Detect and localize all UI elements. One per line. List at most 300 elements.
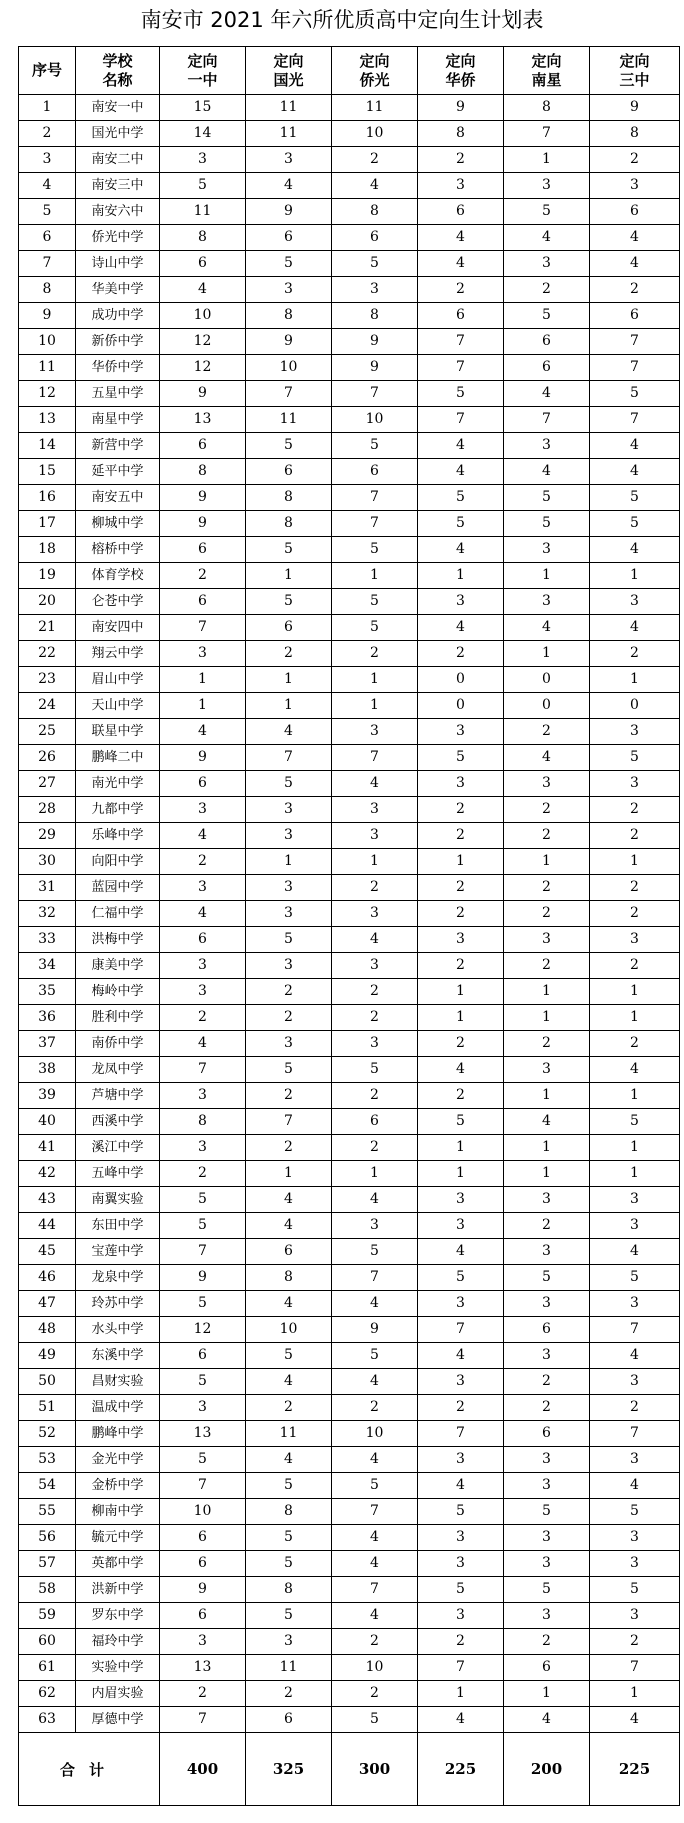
quota-cell: 9 [332, 1317, 418, 1343]
quota-cell: 4 [332, 771, 418, 797]
quota-cell: 8 [332, 303, 418, 329]
school-name: 翔云中学 [76, 641, 160, 667]
quota-cell: 3 [418, 1447, 504, 1473]
quota-cell: 5 [246, 537, 332, 563]
quota-cell: 3 [160, 979, 246, 1005]
quota-cell: 5 [332, 1473, 418, 1499]
total-cell: 300 [332, 1733, 418, 1806]
quota-cell: 5 [504, 1499, 590, 1525]
quota-cell: 15 [160, 95, 246, 121]
quota-cell: 3 [246, 277, 332, 303]
row-index: 31 [19, 875, 76, 901]
quota-cell: 2 [590, 875, 680, 901]
quota-cell: 4 [332, 1525, 418, 1551]
quota-cell: 3 [418, 1187, 504, 1213]
quota-cell: 7 [590, 355, 680, 381]
row-index: 35 [19, 979, 76, 1005]
school-name: 胜利中学 [76, 1005, 160, 1031]
table-row [19, 1265, 680, 1291]
school-name: 洪梅中学 [76, 927, 160, 953]
quota-cell: 2 [418, 277, 504, 303]
row-index: 23 [19, 667, 76, 693]
quota-cell: 2 [504, 953, 590, 979]
table-row [19, 199, 680, 225]
quota-cell: 5 [332, 251, 418, 277]
header-line: 国光 [273, 70, 304, 89]
quota-cell: 5 [590, 1265, 680, 1291]
quota-cell: 3 [504, 1187, 590, 1213]
quota-cell: 8 [246, 1265, 332, 1291]
table-row [19, 173, 680, 199]
quota-cell: 1 [590, 1005, 680, 1031]
table-row [19, 277, 680, 303]
header-row [19, 47, 680, 95]
quota-cell: 0 [504, 693, 590, 719]
quota-cell: 8 [160, 225, 246, 251]
school-name: 蓝园中学 [76, 875, 160, 901]
quota-cell: 10 [246, 355, 332, 381]
quota-cell: 8 [160, 459, 246, 485]
quota-cell: 2 [418, 1629, 504, 1655]
quota-cell: 4 [160, 277, 246, 303]
quota-cell: 1 [504, 1005, 590, 1031]
quota-cell: 6 [504, 355, 590, 381]
quota-cell: 12 [160, 1317, 246, 1343]
quota-cell: 5 [246, 1057, 332, 1083]
quota-cell: 2 [418, 953, 504, 979]
school-name: 体育学校 [76, 563, 160, 589]
quota-cell: 5 [504, 1265, 590, 1291]
quota-cell: 8 [418, 121, 504, 147]
row-index: 45 [19, 1239, 76, 1265]
row-index: 33 [19, 927, 76, 953]
quota-cell: 5 [332, 1707, 418, 1733]
quota-cell: 3 [504, 927, 590, 953]
table-row [19, 1447, 680, 1473]
quota-cell: 6 [332, 1109, 418, 1135]
row-index: 51 [19, 1395, 76, 1421]
quota-cell: 5 [504, 485, 590, 511]
school-name: 侨光中学 [76, 225, 160, 251]
quota-cell: 4 [246, 719, 332, 745]
quota-cell: 2 [246, 1681, 332, 1707]
quota-cell: 4 [418, 1239, 504, 1265]
row-index: 8 [19, 277, 76, 303]
header-line: 定向 [273, 51, 304, 70]
quota-cell: 5 [418, 1265, 504, 1291]
quota-cell: 7 [418, 1317, 504, 1343]
table-row [19, 1291, 680, 1317]
table-row [19, 745, 680, 771]
quota-cell: 5 [332, 537, 418, 563]
quota-cell: 2 [590, 1395, 680, 1421]
table-row [19, 1525, 680, 1551]
quota-cell: 0 [418, 667, 504, 693]
quota-cell: 2 [418, 797, 504, 823]
quota-cell: 1 [246, 1161, 332, 1187]
table-row [19, 1655, 680, 1681]
row-index: 7 [19, 251, 76, 277]
school-name: 罗东中学 [76, 1603, 160, 1629]
table-row [19, 589, 680, 615]
quota-cell: 3 [160, 875, 246, 901]
quota-cell: 1 [246, 693, 332, 719]
table-row [19, 849, 680, 875]
row-index: 36 [19, 1005, 76, 1031]
quota-cell: 2 [418, 641, 504, 667]
quota-cell: 8 [246, 511, 332, 537]
table-body [19, 95, 680, 1733]
quota-cell: 2 [504, 1395, 590, 1421]
quota-cell: 3 [504, 1447, 590, 1473]
quota-cell: 4 [590, 537, 680, 563]
quota-cell: 9 [160, 511, 246, 537]
quota-cell: 2 [418, 147, 504, 173]
quota-cell: 3 [332, 797, 418, 823]
header-line: 华侨 [445, 70, 476, 89]
quota-cell: 2 [332, 1681, 418, 1707]
quota-cell: 5 [590, 745, 680, 771]
quota-cell: 6 [160, 771, 246, 797]
table-row [19, 1187, 680, 1213]
quota-cell: 2 [332, 979, 418, 1005]
quota-cell: 1 [504, 563, 590, 589]
quota-cell: 2 [332, 875, 418, 901]
table-row [19, 1603, 680, 1629]
table-row [19, 1369, 680, 1395]
quota-cell: 4 [332, 173, 418, 199]
quota-cell: 2 [504, 875, 590, 901]
quota-cell: 3 [590, 1551, 680, 1577]
quota-cell: 4 [590, 1239, 680, 1265]
quota-cell: 9 [246, 329, 332, 355]
row-index: 63 [19, 1707, 76, 1733]
quota-cell: 6 [418, 199, 504, 225]
quota-cell: 1 [418, 563, 504, 589]
table-row [19, 355, 680, 381]
table-row [19, 797, 680, 823]
quota-cell: 3 [590, 1187, 680, 1213]
quota-cell: 4 [590, 1707, 680, 1733]
quota-cell: 2 [246, 1395, 332, 1421]
row-index: 14 [19, 433, 76, 459]
school-name: 水头中学 [76, 1317, 160, 1343]
quota-cell: 4 [332, 1551, 418, 1577]
quota-cell: 3 [418, 1551, 504, 1577]
table-row [19, 719, 680, 745]
school-name: 福玲中学 [76, 1629, 160, 1655]
quota-cell: 1 [246, 849, 332, 875]
quota-cell: 2 [246, 1005, 332, 1031]
quota-cell: 3 [418, 589, 504, 615]
table-row [19, 147, 680, 173]
quota-cell: 5 [160, 1187, 246, 1213]
quota-cell: 7 [418, 1421, 504, 1447]
table-row [19, 1057, 680, 1083]
total-cell: 400 [160, 1733, 246, 1806]
school-name: 延平中学 [76, 459, 160, 485]
quota-cell: 4 [590, 251, 680, 277]
table-row [19, 225, 680, 251]
quota-cell: 1 [418, 1005, 504, 1031]
quota-cell: 2 [160, 563, 246, 589]
quota-cell: 7 [418, 407, 504, 433]
quota-cell: 5 [246, 433, 332, 459]
row-index: 34 [19, 953, 76, 979]
quota-cell: 7 [332, 1577, 418, 1603]
school-name: 南安六中 [76, 199, 160, 225]
quota-cell: 7 [590, 329, 680, 355]
quota-cell: 7 [246, 381, 332, 407]
row-index: 2 [19, 121, 76, 147]
quota-cell: 3 [332, 1213, 418, 1239]
quota-cell: 11 [246, 121, 332, 147]
quota-cell: 3 [246, 901, 332, 927]
quota-cell: 4 [418, 225, 504, 251]
quota-cell: 11 [160, 199, 246, 225]
quota-cell: 3 [590, 173, 680, 199]
quota-cell: 11 [246, 95, 332, 121]
quota-cell: 11 [246, 1421, 332, 1447]
row-index: 30 [19, 849, 76, 875]
school-name: 玲苏中学 [76, 1291, 160, 1317]
header-col-2 [246, 47, 332, 95]
quota-cell: 2 [590, 797, 680, 823]
school-name: 国光中学 [76, 121, 160, 147]
quota-cell: 8 [504, 95, 590, 121]
quota-cell: 2 [246, 979, 332, 1005]
table-row [19, 1109, 680, 1135]
school-name: 芦塘中学 [76, 1083, 160, 1109]
school-name: 康美中学 [76, 953, 160, 979]
school-name: 天山中学 [76, 693, 160, 719]
quota-cell: 5 [418, 1499, 504, 1525]
quota-cell: 5 [504, 199, 590, 225]
school-name: 南安三中 [76, 173, 160, 199]
quota-cell: 5 [160, 1447, 246, 1473]
quota-cell: 7 [246, 1109, 332, 1135]
table-row [19, 875, 680, 901]
table-row [19, 1161, 680, 1187]
header-line: 学校 [102, 51, 133, 70]
quota-cell: 3 [504, 1291, 590, 1317]
quota-cell: 1 [504, 1681, 590, 1707]
quota-cell: 1 [160, 667, 246, 693]
quota-cell: 3 [332, 277, 418, 303]
row-index: 21 [19, 615, 76, 641]
quota-cell: 2 [504, 1629, 590, 1655]
quota-cell: 3 [332, 823, 418, 849]
quota-cell: 1 [332, 849, 418, 875]
quota-cell: 7 [332, 1499, 418, 1525]
quota-table [18, 46, 680, 1806]
row-index: 29 [19, 823, 76, 849]
quota-cell: 6 [160, 1551, 246, 1577]
header-line: 定向 [187, 51, 218, 70]
quota-cell: 2 [332, 1005, 418, 1031]
quota-cell: 2 [504, 901, 590, 927]
row-index: 20 [19, 589, 76, 615]
quota-cell: 4 [590, 615, 680, 641]
table-row [19, 329, 680, 355]
quota-cell: 3 [246, 1629, 332, 1655]
row-index: 22 [19, 641, 76, 667]
row-index: 49 [19, 1343, 76, 1369]
quota-cell: 7 [332, 485, 418, 511]
header-line: 三中 [619, 70, 650, 89]
row-index: 17 [19, 511, 76, 537]
table-row [19, 251, 680, 277]
quota-cell: 2 [590, 1629, 680, 1655]
school-name: 东溪中学 [76, 1343, 160, 1369]
quota-cell: 3 [504, 1239, 590, 1265]
quota-cell: 4 [590, 1473, 680, 1499]
table-row [19, 1031, 680, 1057]
quota-cell: 3 [246, 1031, 332, 1057]
quota-cell: 5 [160, 1213, 246, 1239]
quota-cell: 5 [590, 1577, 680, 1603]
school-name: 南安五中 [76, 485, 160, 511]
quota-cell: 1 [246, 667, 332, 693]
quota-cell: 6 [160, 1603, 246, 1629]
quota-cell: 2 [160, 849, 246, 875]
quota-cell: 2 [590, 901, 680, 927]
header-line: 侨光 [359, 70, 390, 89]
quota-cell: 1 [590, 1135, 680, 1161]
quota-cell: 5 [332, 433, 418, 459]
quota-cell: 4 [332, 1447, 418, 1473]
school-name: 柳城中学 [76, 511, 160, 537]
quota-cell: 9 [160, 1577, 246, 1603]
school-name: 南安四中 [76, 615, 160, 641]
quota-cell: 1 [504, 1083, 590, 1109]
quota-cell: 6 [332, 225, 418, 251]
quota-cell: 4 [332, 1187, 418, 1213]
quota-cell: 4 [418, 1473, 504, 1499]
quota-cell: 3 [590, 589, 680, 615]
quota-cell: 3 [332, 901, 418, 927]
quota-cell: 2 [160, 1161, 246, 1187]
quota-cell: 4 [418, 1343, 504, 1369]
table-row [19, 303, 680, 329]
quota-cell: 3 [504, 771, 590, 797]
row-index: 41 [19, 1135, 76, 1161]
quota-cell: 3 [418, 173, 504, 199]
quota-cell: 2 [160, 1005, 246, 1031]
quota-cell: 5 [246, 1343, 332, 1369]
quota-cell: 3 [590, 719, 680, 745]
row-index: 43 [19, 1187, 76, 1213]
quota-cell: 1 [418, 1135, 504, 1161]
total-cell: 325 [246, 1733, 332, 1806]
header-line: 定向 [445, 51, 476, 70]
quota-cell: 1 [590, 979, 680, 1005]
quota-cell: 7 [246, 745, 332, 771]
quota-cell: 5 [246, 1551, 332, 1577]
row-index: 40 [19, 1109, 76, 1135]
row-index: 39 [19, 1083, 76, 1109]
quota-cell: 1 [332, 1161, 418, 1187]
school-name: 厚德中学 [76, 1707, 160, 1733]
quota-cell: 2 [418, 901, 504, 927]
school-name: 英都中学 [76, 1551, 160, 1577]
row-index: 11 [19, 355, 76, 381]
quota-cell: 3 [504, 433, 590, 459]
quota-cell: 5 [332, 1239, 418, 1265]
school-name: 五峰中学 [76, 1161, 160, 1187]
quota-cell: 3 [246, 953, 332, 979]
school-name: 金光中学 [76, 1447, 160, 1473]
quota-cell: 5 [504, 511, 590, 537]
row-index: 46 [19, 1265, 76, 1291]
quota-cell: 5 [332, 1057, 418, 1083]
quota-cell: 2 [418, 1031, 504, 1057]
quota-cell: 4 [246, 1369, 332, 1395]
quota-cell: 5 [590, 1109, 680, 1135]
quota-cell: 3 [246, 147, 332, 173]
quota-cell: 6 [160, 589, 246, 615]
school-name: 实验中学 [76, 1655, 160, 1681]
school-name: 南安二中 [76, 147, 160, 173]
quota-cell: 3 [160, 797, 246, 823]
school-name: 东田中学 [76, 1213, 160, 1239]
quota-cell: 6 [504, 329, 590, 355]
quota-cell: 13 [160, 1421, 246, 1447]
quota-cell: 4 [504, 745, 590, 771]
school-name: 新营中学 [76, 433, 160, 459]
quota-cell: 3 [160, 1395, 246, 1421]
quota-cell: 4 [418, 1057, 504, 1083]
quota-cell: 3 [246, 823, 332, 849]
quota-cell: 10 [332, 407, 418, 433]
quota-cell: 3 [160, 1135, 246, 1161]
quota-cell: 5 [246, 1473, 332, 1499]
quota-cell: 4 [160, 719, 246, 745]
table-row [19, 407, 680, 433]
quota-cell: 3 [504, 1525, 590, 1551]
quota-cell: 1 [504, 1161, 590, 1187]
quota-cell: 9 [160, 1265, 246, 1291]
quota-cell: 7 [590, 1655, 680, 1681]
quota-cell: 2 [504, 719, 590, 745]
school-name: 柳南中学 [76, 1499, 160, 1525]
school-name: 金桥中学 [76, 1473, 160, 1499]
table-row [19, 901, 680, 927]
row-index: 47 [19, 1291, 76, 1317]
quota-cell: 2 [504, 277, 590, 303]
school-name: 溪江中学 [76, 1135, 160, 1161]
quota-cell: 6 [160, 433, 246, 459]
quota-cell: 4 [590, 1343, 680, 1369]
quota-cell: 1 [504, 979, 590, 1005]
table-row [19, 823, 680, 849]
school-name: 仑苍中学 [76, 589, 160, 615]
school-name: 龙凤中学 [76, 1057, 160, 1083]
quota-cell: 0 [418, 693, 504, 719]
table-row [19, 485, 680, 511]
table-row [19, 1395, 680, 1421]
quota-cell: 3 [590, 1291, 680, 1317]
quota-cell: 13 [160, 407, 246, 433]
school-name: 南星中学 [76, 407, 160, 433]
quota-cell: 4 [332, 927, 418, 953]
quota-cell: 4 [246, 1187, 332, 1213]
header-col-5 [504, 47, 590, 95]
quota-cell: 11 [246, 1655, 332, 1681]
quota-cell: 1 [418, 849, 504, 875]
quota-cell: 4 [504, 1109, 590, 1135]
quota-cell: 1 [418, 979, 504, 1005]
